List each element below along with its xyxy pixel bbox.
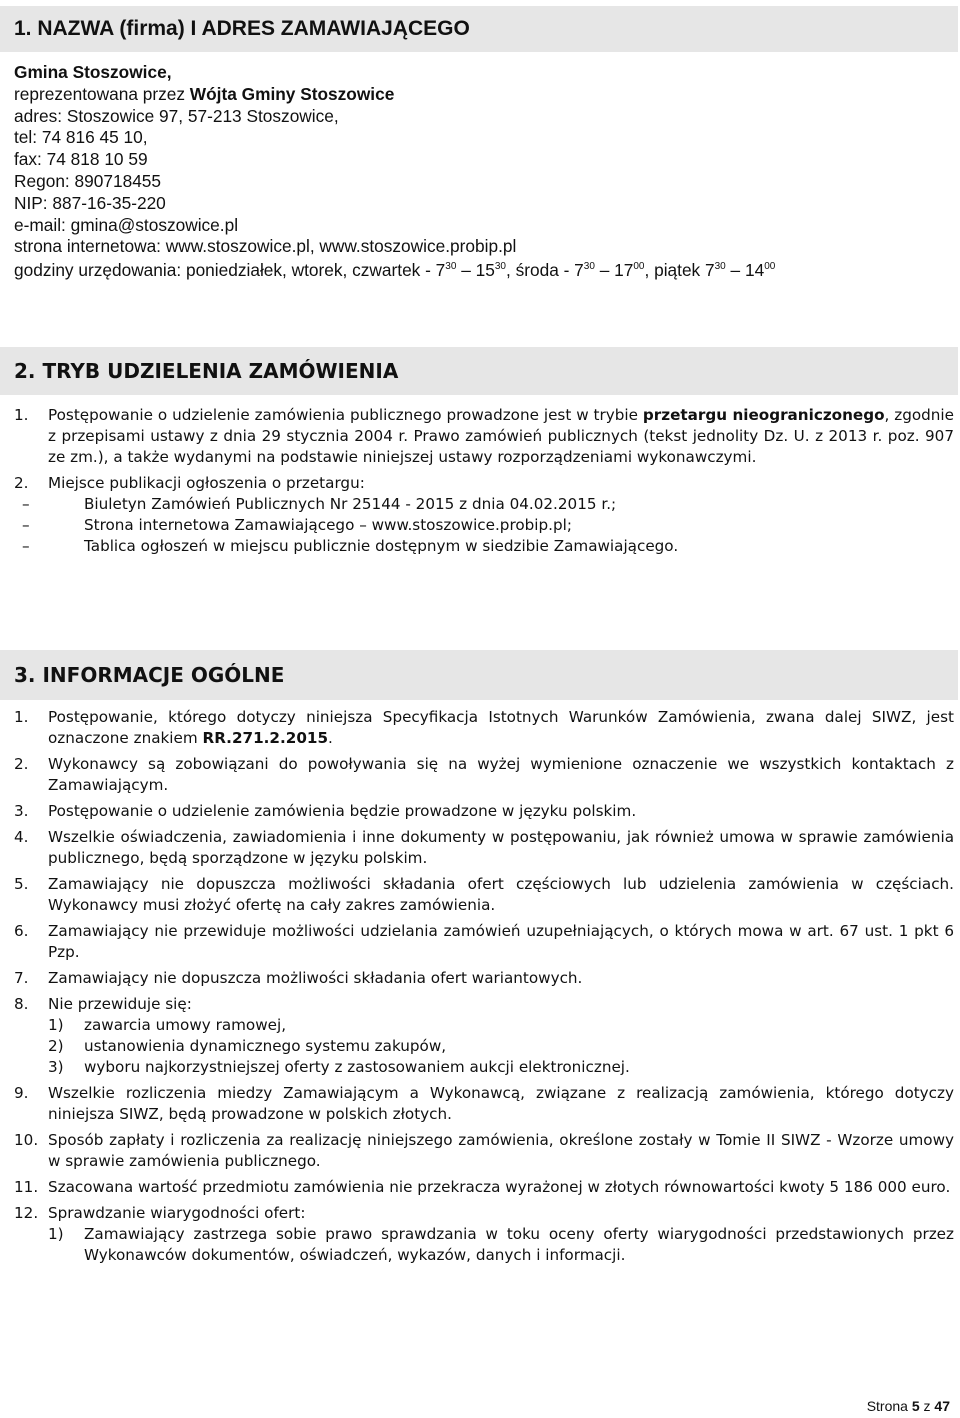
list-item: 4. Wszelkie oświadczenia, zawiadomienia i inne dokumenty w postępowaniu, jak również umowa w sprawie zamówienia publicznego, będą sporządzone w języku polskim.	[14, 828, 954, 867]
list-item: 3. Postępowanie o udzielenie zamówienia będzie prowadzone w języku polskim.	[14, 802, 637, 820]
list-item: 1. Postępowanie, którego dotyczy niniejsza Specyfikacja Istotnych Warunków Zamówienia, zwana dalej SIWZ, jest oznaczone znakiem RR.271.2.2015.	[14, 708, 954, 747]
list-item: 6. Zamawiający nie przewiduje możliwości udzielania zamówień uzupełniających, o których mowa w art. 67 ust. 1 pkt 6 Pzp.	[14, 922, 954, 961]
list-item: 9. Wszelkie rozliczenia miedzy Zamawiającym a Wykonawcą, związane z realizacją zamówienia, którego dotyczy niniejsza SIWZ, będą prowadzone w polskich złotych.	[14, 1084, 954, 1123]
list-item: 5. Zamawiający nie dopuszcza możliwości składania ofert częściowych lub udzielenia zamówienia w częściach. Wykonawcy musi złożyć ofertę na cały zakres zamówienia.	[14, 875, 954, 914]
section-3-heading: 3. INFORMACJE OGÓLNE	[0, 650, 958, 700]
list-item: 11. Szacowana wartość przedmiotu zamówienia nie przekracza wyrażonej w złotych równowartości kwoty 5 186 000 euro.	[14, 1178, 951, 1196]
list-item: 2. Wykonawcy są zobowiązani do powoływania się na wyżej wymienione oznaczenie we wszystkich kontaktach z Zamawiającym.	[14, 755, 954, 794]
publication-bullet: – Tablica ogłoszeń w miejscu publicznie dostępnym w siedzibie Zamawiającego.	[22, 537, 679, 555]
address-line: adres: Stoszowice 97, 57-213 Stoszowice,	[14, 105, 339, 126]
authority-name: Gmina Stoszowice,	[14, 62, 172, 82]
sub-item: 2) ustanowienia dynamicznego systemu zakupów,	[48, 1037, 447, 1055]
contracting-authority-address	[14, 62, 954, 282]
representative-line: reprezentowana przez Wójta Gminy Stoszowice	[14, 83, 395, 104]
section-1-heading: 1. NAZWA (firma) I ADRES ZAMAWIAJĄCEGO	[0, 6, 958, 52]
office-hours-line: godziny urzędowania: poniedziałek, wtorek, czwartek - $7^{30} - 15^{30}$, środa - $7^{30} - 17^{00}$, piątek $7^{30} - 14^{00}$	[14, 260, 776, 281]
email-line: e-mail: gmina@stoszowice.pl	[14, 214, 239, 235]
section-2-heading: 2. TRYB UDZIELENIA ZAMÓWIENIA	[0, 347, 958, 395]
sub-item: 3) wyboru najkorzystniejszej oferty z zastosowaniem aukcji elektronicznej.	[48, 1058, 630, 1076]
list-item: 8. Nie przewiduje się: 1) zawarcia umowy ramowej, 2) ustanowienia dynamicznego systemu zakupów, 3) wyboru najkorzystniejszej oferty z zastosowaniem aukcji elektronicznej.	[14, 994, 954, 1078]
regon-line: Regon: 890718455	[14, 170, 162, 191]
list-item: 1. Postępowanie o udzielenie zamówienia publicznego prowadzone jest w trybie przetargu nieograniczonego, zgodnie z przepisami ustawy z dnia 29 stycznia 2004 r. Prawo zamówień publicznych (tekst jednolity Dz. U. z 2013 r. poz. 907 ze zm.), a także wydanymi na podstawie niniejszej ustawy rozporządzeniami wykonawczymi.	[14, 406, 954, 466]
page-number: Strona 5 z 47	[866, 1398, 950, 1414]
list-item: 12. Sprawdzanie wiarygodności ofert: 1) Zamawiający zastrzega sobie prawo sprawdzania w toku oceny oferty wiarygodności przedstawionych przez Wykonawców dokumentów, oświadczeń, wykazów, danych i informacji.	[14, 1204, 954, 1264]
list-item: 2. Miejsce publikacji ogłoszenia o przetargu:	[14, 474, 365, 492]
nip-line: NIP: 887-16-35-220	[14, 192, 166, 213]
publication-bullet: – Strona internetowa Zamawiającego – www.stoszowice.probip.pl;	[22, 516, 572, 534]
section-3-body	[14, 707, 954, 1271]
list-item: 7. Zamawiający nie dopuszcza możliwości składania ofert wariantowych.	[14, 969, 583, 987]
sub-item: 1) Zamawiający zastrzega sobie prawo sprawdzania w toku oceny oferty wiarygodności przedstawionych przez Wykonawców dokumentów, oświadczeń, wykazów, danych i informacji.	[48, 1225, 954, 1264]
sub-item: 1) zawarcia umowy ramowej,	[48, 1016, 287, 1034]
publication-bullet: – Biuletyn Zamówień Publicznych Nr 25144 - 2015 z dnia 04.02.2015 r.;	[22, 495, 617, 513]
website-line: strona internetowa: www.stoszowice.pl, www.stoszowice.probip.pl	[14, 236, 517, 257]
section-2-body	[14, 405, 954, 557]
list-item: 10. Sposób zapłaty i rozliczenia za realizację niniejszego zamówienia, określone zostały w Tomie II SIWZ - Wzorze umowy w sprawie zamówienia publicznego.	[14, 1131, 954, 1170]
phone-line: tel: 74 816 45 10,	[14, 127, 148, 148]
fax-line: fax: 74 818 10 59	[14, 149, 148, 170]
